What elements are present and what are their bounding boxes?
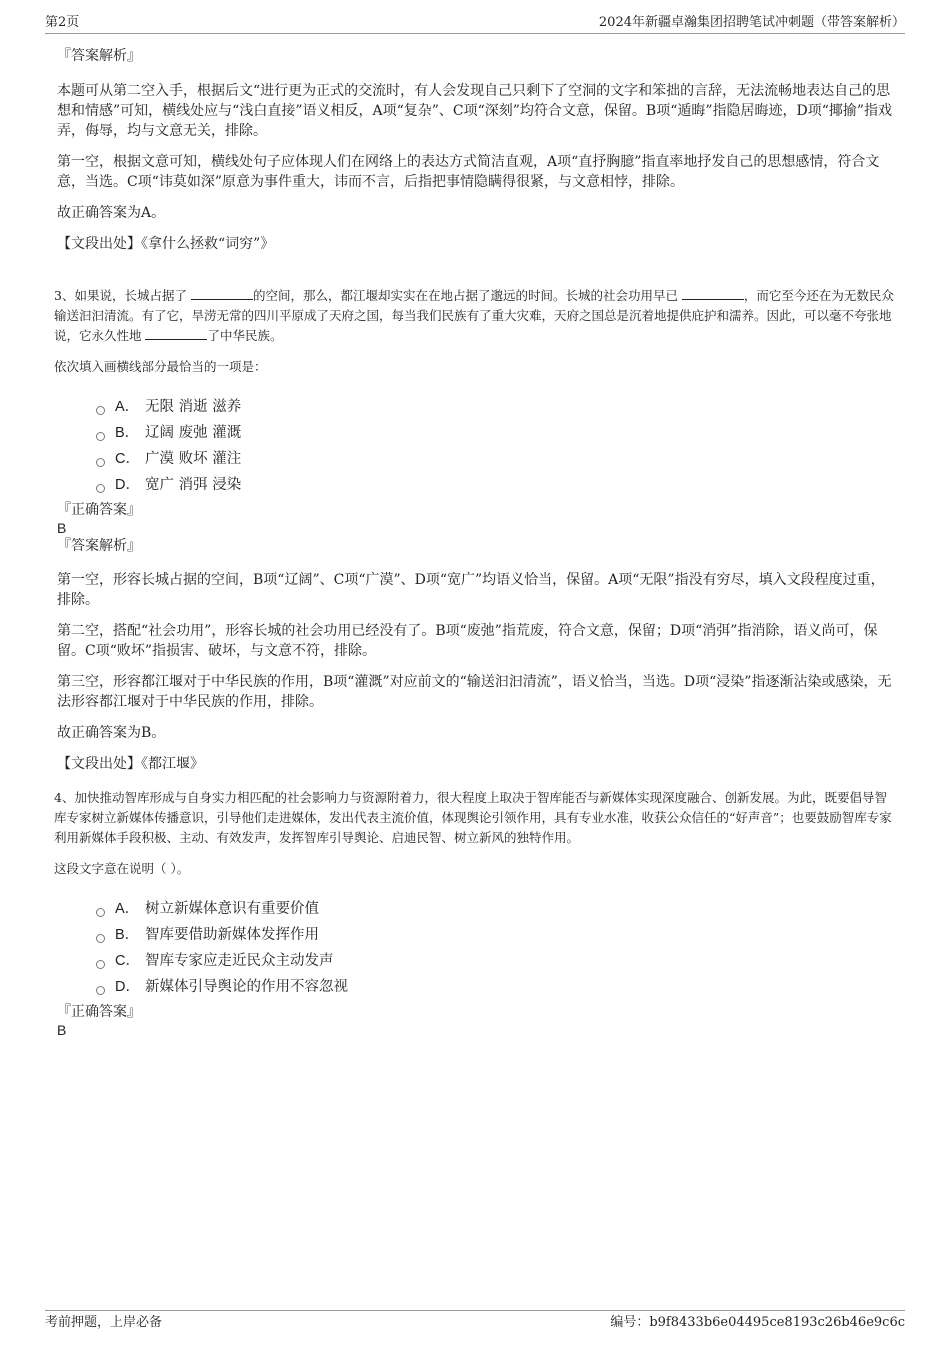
- radio-icon[interactable]: [96, 908, 105, 917]
- q4-instruction: 这段文字意在说明（ ）。: [54, 861, 190, 876]
- q4-options: [96, 896, 897, 1000]
- q4-answer-tag: 『正确答案』: [57, 1004, 141, 1020]
- q3-analysis-tag: 『答案解析』: [57, 538, 141, 554]
- q3-option-d[interactable]: D． 宽广 消弭 浸染: [96, 472, 897, 498]
- page-content: [54, 47, 897, 1039]
- radio-icon[interactable]: [96, 986, 105, 995]
- q3-instruction: 依次填入画横线部分最恰当的一项是：: [54, 359, 267, 374]
- document-code: 编号：b9f8433b6e04495ce8193c26b46e9c6c: [610, 1315, 905, 1330]
- q4-stem: 4、加快推动智库形成与自身实力相匹配的社会影响力与资源附着力，很大程度上取决于智库能否与新媒体实现深度融合、创新发展。为此，既要倡导智库专家树立新媒体传播意识，引导他们走进媒体，发出代表主流价值，体现舆论引领作用，具有专业水准，收获公众信任的“好声音”；也要鼓励智库专家利用新媒体手段积极、主动、有效发声，发挥智库引导舆论、启迪民智、树立新风的独特作用。: [54, 790, 892, 845]
- radio-icon[interactable]: [96, 960, 105, 969]
- q2-source: 【文段出处】《拿什么拯救“词穷”》: [57, 236, 275, 252]
- q3-options: [96, 394, 897, 498]
- q2-analysis-tag: 『答案解析』: [57, 48, 141, 64]
- q4-option-d[interactable]: D． 新媒体引导舆论的作用不容忽视: [96, 974, 897, 1000]
- page-footer: [45, 1310, 905, 1333]
- radio-icon[interactable]: [96, 458, 105, 467]
- footer-slogan: 考前押题，上岸必备: [45, 1315, 163, 1330]
- q3-answer: B: [57, 520, 67, 536]
- q3-answer-tag: 『正确答案』: [57, 502, 141, 518]
- page-header: [45, 14, 905, 34]
- q3-option-b[interactable]: B． 辽阔 废弛 灌溉: [96, 420, 897, 446]
- q2-analysis-paragraph: 第一空，根据文意可知，横线处句子应体现人们在网络上的表达方式简洁直观，A项“直抒胸臆”指直率地抒发自己的思想感情，符合文意，当选。C项“讳莫如深”原意为事件重大，讳而不言，后指把事情隐瞒得很紧，与文意相悖，排除。: [57, 154, 880, 190]
- radio-icon[interactable]: [96, 432, 105, 441]
- q4-option-b[interactable]: B． 智库要借助新媒体发挥作用: [96, 922, 897, 948]
- q2-conclusion: 故正确答案为A。: [57, 205, 166, 221]
- blank-3: [145, 326, 207, 340]
- q4-answer: B: [57, 1022, 67, 1038]
- radio-icon[interactable]: [96, 934, 105, 943]
- q3-option-a[interactable]: A． 无限 消逝 滋养: [96, 394, 897, 420]
- document-title: 2024年新疆卓瀚集团招聘笔试冲刺题（带答案解析）: [598, 15, 905, 30]
- q4-option-a[interactable]: A． 树立新媒体意识有重要价值: [96, 896, 897, 922]
- q3-stem: 3、如果说，长城占据了 的空间，那么，都江堰却实实在在地占据了邈远的时间。长城的社会功用早已 ，而它至今还在为无数民众输送汩汩清流。有了它，旱涝无常的四川平原成了天府之国，每当我们民族有了重大灾难，天府之国总是沉着地提供庇护和濡养。因此，可以毫不夸张地说，它永久性地 了中华民族。: [54, 288, 894, 343]
- page-number: 第2页: [45, 15, 80, 30]
- radio-icon[interactable]: [96, 484, 105, 493]
- q3-analysis-paragraph: 第三空，形容都江堰对于中华民族的作用，B项“灌溉”对应前文的“输送汩汩清流”，语义恰当，当选。D项“浸染”指逐渐沾染或感染，无法形容都江堰对于中华民族的作用，排除。: [57, 674, 892, 710]
- blank-2: [682, 286, 744, 300]
- q3-conclusion: 故正确答案为B。: [57, 725, 166, 741]
- q3-source: 【文段出处】《都江堰》: [57, 756, 204, 772]
- q4-option-c[interactable]: C． 智库专家应走近民众主动发声: [96, 948, 897, 974]
- q2-analysis-paragraph: 本题可从第二空入手，根据后文“进行更为正式的交流时，有人会发现自己只剩下了空洞的文字和笨拙的言辞，无法流畅地表达自己的思想和情感”可知，横线处应与“浅白直接”语义相反，A项“复杂”、C项“深刻”均符合文意，保留。B项“遁晦”指隐居晦迹，D项“揶揄”指戏弄，侮辱，均与文意无关，排除。: [57, 83, 893, 139]
- blank-1: [191, 286, 253, 300]
- q3-option-c[interactable]: C． 广漠 败坏 灌注: [96, 446, 897, 472]
- radio-icon[interactable]: [96, 406, 105, 415]
- q3-analysis-paragraph: 第一空，形容长城占据的空间，B项“辽阔”、C项“广漠”、D项“宽广”均语义恰当，保留。A项“无限”指没有穷尽，填入文段程度过重，排除。: [57, 572, 885, 608]
- q3-analysis-paragraph: 第二空，搭配“社会功用”，形容长城的社会功用已经没有了。B项“废弛”指荒废，符合文意，保留；D项“消弭”指消除，语义尚可，保留。C项“败坏”指损害、破坏，与文意不符，排除。: [57, 623, 878, 659]
